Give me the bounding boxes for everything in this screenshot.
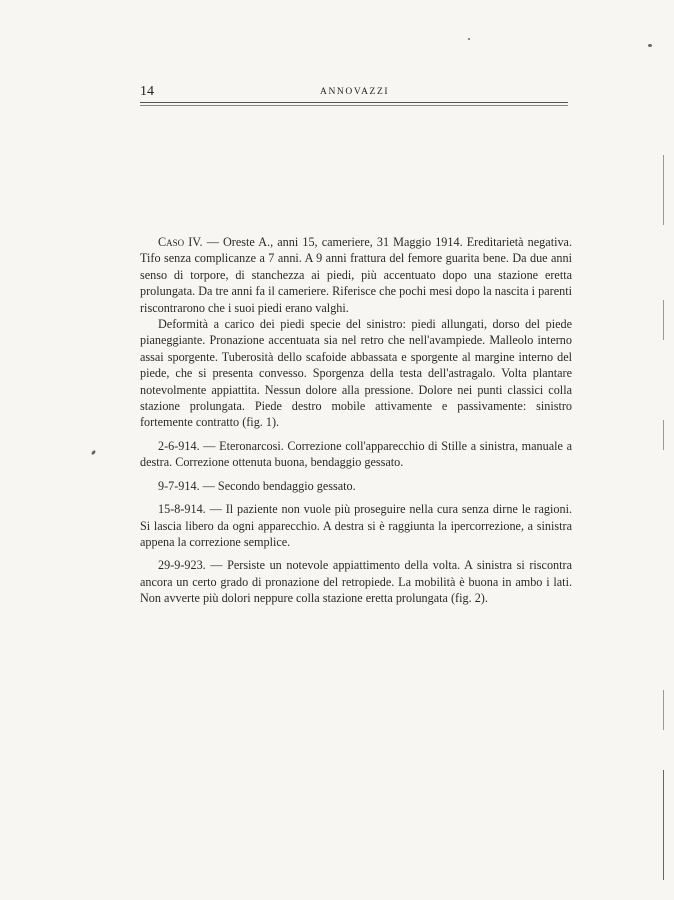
scan-edge-mark [663,420,664,450]
header-rule-secondary [140,105,568,106]
page-number: 14 [140,84,154,99]
scan-edge-mark [663,690,664,730]
running-title: ANNOVAZZI [320,87,390,97]
scan-edge-mark [663,155,664,225]
scan-speck [468,38,470,40]
case-label: Caso IV. [158,235,203,249]
scan-edge-mark [663,770,664,880]
scan-edge-mark [663,300,664,340]
paragraph-entry-1: 2-6-914. — Eteronarcosi. Correzione coll'apparecchio di Stille a sinistra, manuale a destra. Correzione ottenuta buona, bendaggio gessato. [140,438,572,470]
page-header [140,84,568,102]
paragraph-entry-2: 9-7-914. — Secondo bendaggio gessato. [158,478,356,493]
body-text [140,234,572,607]
paragraph-entry-4: 29-9-923. — Persiste un notevole appiattimento della volta. A sinistra si riscontra ancora un certo grado di pronazione del retropiede. La mobilità è buona in ambo i lati. Non avverte più dolori neppure colla stazione eretta prolungata (fig. 2). [140,558,572,606]
paragraph-entry-3: 15-8-914. — Il paziente non vuole più proseguire nella cura senza dirne le ragioni. Si lascia libero da ogni apparecchio. A destra si è raggiunta la ipercorrezione, a sinistra appena la correzione semplice. [140,502,572,549]
case-intro-text: — Oreste A., anni 15, cameriere, 31 Maggio 1914. Ereditarietà negativa. Tifo senza complicanze a 7 anni. A 9 anni frattura del femore guarita bene. Da due anni senso di torpore, di stanchezza ai piedi, più accentuato dopo una stazione eretta prolungata. Da tre anni fa il cameriere. Riferisce che pochi mesi dopo la nascita i parenti riscontrarono che i suoi piedi erano valghi. [140,235,573,315]
scan-speck [648,44,652,47]
scan-speck [91,450,97,456]
paragraph-deformity: Deformità a carico dei piedi specie del sinistro: piedi allungati, dorso del piede pianeggiante. Pronazione accentuata sia nel retro che nell'avampiede. Malleolo interno assai sporgente. Tuberosità dello scafoide abbassata e sporgente al margine interno del piede, che si presenta convesso. Sporgenza della testa dell'astragalo. Volta plantare notevolmente appiattita. Nessun dolore alla pressione. Dolore nei punti classici colla stazione prolungata. Piede destro mobile attivamente e passivamente: sinistro fortemente contratto (fig. 1). [140,317,572,430]
paragraph-case-intro [140,234,572,316]
header-rule [140,102,568,103]
